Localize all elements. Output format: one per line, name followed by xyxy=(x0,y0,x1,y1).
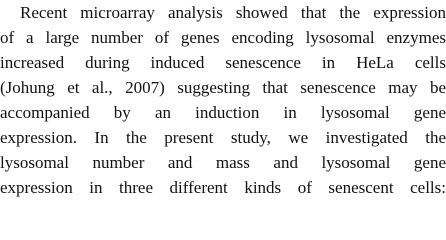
paragraph-line-2: of a large number of genes encoding lysosomal enzymes xyxy=(0,28,446,47)
paragraph-line-1: Recent microarray analysis showed that the expression xyxy=(20,3,446,22)
paragraph-line-7: lysosomal number and mass and lysosomal gene xyxy=(0,153,446,172)
paragraph-line-6: expression. In the present study, we investigated the xyxy=(0,128,446,147)
paragraph-line-4: (Johung et al., 2007) suggesting that senescence may be xyxy=(0,78,446,97)
paragraph-line-3: increased during induced senescence in HeLa cells xyxy=(0,53,446,72)
paragraph-line-8: expression in three different kinds of senescent cells: xyxy=(0,178,446,197)
paragraph-line-5: accompanied by an induction in lysosomal gene xyxy=(0,103,446,122)
